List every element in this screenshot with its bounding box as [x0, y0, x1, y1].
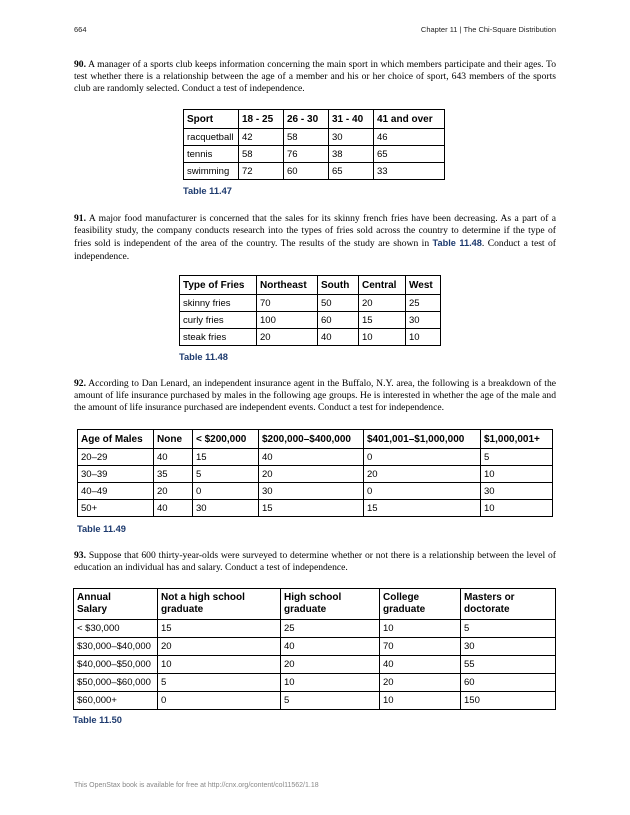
table-cell: 15: [364, 500, 481, 517]
table-reference-link[interactable]: Table 11.48: [432, 238, 482, 249]
column-header: Masters or doctorate: [461, 589, 556, 620]
column-header: College graduate: [380, 589, 461, 620]
table-cell: 58: [239, 146, 284, 163]
table-cell: racquetball: [184, 129, 239, 146]
table-cell: 15: [259, 500, 364, 517]
column-header: None: [154, 430, 193, 449]
table-cell: 25: [281, 620, 380, 638]
problem-text: Suppose that 600 thirty-year-olds were surveyed to determine whether or not there is a relationship between the level of education an individual has and salary. Conduct a test of independence.: [74, 550, 556, 574]
table-cell: 50+: [78, 500, 154, 517]
table-cell: 40: [281, 638, 380, 656]
table-cell: 0: [364, 483, 481, 500]
table-cell: 20: [359, 295, 406, 312]
table-cell: 10: [481, 466, 553, 483]
table-cell: skinny fries: [180, 295, 257, 312]
problem-text: A major food manufacturer is concerned that the sales for its skinny french fries have been decreasing. As a part of a feasibility study, the company conducts research into the types of fries sold across the country to determine if the type of fries sold is independent of the area of the country. The results of the study are shown in: [74, 213, 557, 250]
table-cell: 42: [239, 129, 284, 146]
table-cell: 20: [281, 656, 380, 674]
table-cell: 70: [380, 638, 461, 656]
problem-91: [74, 213, 556, 263]
table-cell: 60: [461, 674, 556, 692]
table-cell: 30: [259, 483, 364, 500]
table-cell: 10: [359, 329, 406, 346]
table-cell: 15: [158, 620, 281, 638]
table-cell: 10: [380, 692, 461, 710]
problem-text: A manager of a sports club keeps information concerning the main sport in which members participate and their ages. To test whether there is a relationship between the age of a member and his or her choice of sport, 643 members of the sports club are randomly selected. Conduct a test of independence.: [74, 59, 556, 95]
table-row: [180, 295, 441, 312]
table-cell: 40: [380, 656, 461, 674]
table-cell: 20: [257, 329, 318, 346]
table-cell: 30: [406, 312, 441, 329]
table-caption: Table 11.48: [179, 352, 228, 362]
table-row: [78, 466, 553, 483]
table-cell: 58: [284, 129, 329, 146]
column-header: Sport: [184, 110, 239, 129]
table-cell: 65: [329, 163, 374, 180]
table-cell: 30: [461, 638, 556, 656]
table-cell: 65: [374, 146, 445, 163]
table-row: [74, 620, 556, 638]
table-row: [74, 638, 556, 656]
page-number: 664: [74, 25, 87, 34]
table-cell: 0: [364, 449, 481, 466]
table-cell: swimming: [184, 163, 239, 180]
table-cell: 30: [193, 500, 259, 517]
problem-number: 91.: [74, 213, 86, 224]
table-caption: Table 11.49: [77, 524, 126, 534]
table-row: [184, 163, 445, 180]
table-cell: 55: [461, 656, 556, 674]
problem-number: 90.: [74, 59, 86, 70]
table-row: [184, 146, 445, 163]
table-cell: 25: [406, 295, 441, 312]
table-cell: 10: [481, 500, 553, 517]
table-cell: 5: [481, 449, 553, 466]
table-cell: 5: [281, 692, 380, 710]
table-cell: 38: [329, 146, 374, 163]
table-row: [180, 312, 441, 329]
table-cell: 5: [193, 466, 259, 483]
table-cell: 70: [257, 295, 318, 312]
table-cell: 40: [154, 449, 193, 466]
column-header: 26 - 30: [284, 110, 329, 129]
table-cell: 20–29: [78, 449, 154, 466]
column-header: Type of Fries: [180, 276, 257, 295]
chapter-header: Chapter 11 | The Chi-Square Distribution: [420, 25, 556, 34]
table-11-50: [73, 588, 556, 710]
table-cell: 5: [461, 620, 556, 638]
table-cell: 15: [193, 449, 259, 466]
table-cell: 5: [158, 674, 281, 692]
table-cell: steak fries: [180, 329, 257, 346]
column-header: $401,001–$1,000,000: [364, 430, 481, 449]
table-11-48: [179, 275, 441, 346]
table-cell: 33: [374, 163, 445, 180]
table-cell: 72: [239, 163, 284, 180]
table-cell: 10: [380, 620, 461, 638]
table-cell: $40,000–$50,000: [74, 656, 158, 674]
table-cell: 100: [257, 312, 318, 329]
problem-text: . Conduct a test of independence.: [74, 238, 556, 262]
column-header: Central: [359, 276, 406, 295]
table-cell: 0: [193, 483, 259, 500]
table-row: [74, 674, 556, 692]
footer-note: This OpenStax book is available for free at http://cnx.org/content/col11562/1.18: [74, 782, 319, 789]
table-caption: Table 11.47: [183, 186, 232, 196]
table-row: [78, 449, 553, 466]
column-header: < $200,000: [193, 430, 259, 449]
column-header: High school graduate: [281, 589, 380, 620]
table-cell: 40–49: [78, 483, 154, 500]
table-cell: 20: [364, 466, 481, 483]
table-cell: 20: [259, 466, 364, 483]
table-row: [74, 656, 556, 674]
table-cell: 46: [374, 129, 445, 146]
problem-number: 92.: [74, 378, 86, 389]
table-caption: Table 11.50: [73, 715, 122, 725]
table-cell: 10: [406, 329, 441, 346]
column-header: $1,000,001+: [481, 430, 553, 449]
problem-93: [74, 550, 556, 574]
table-cell: 10: [158, 656, 281, 674]
table-cell: < $30,000: [74, 620, 158, 638]
column-header: Not a high school graduate: [158, 589, 281, 620]
table-cell: 20: [380, 674, 461, 692]
table-cell: 30: [329, 129, 374, 146]
table-cell: 40: [259, 449, 364, 466]
column-header: $200,000–$400,000: [259, 430, 364, 449]
table-row: [78, 483, 553, 500]
table-cell: 40: [318, 329, 359, 346]
column-header: Age of Males: [78, 430, 154, 449]
table-cell: 40: [154, 500, 193, 517]
table-cell: 60: [284, 163, 329, 180]
column-header: 41 and over: [374, 110, 445, 129]
table-cell: tennis: [184, 146, 239, 163]
column-header: West: [406, 276, 441, 295]
problem-92: [74, 378, 556, 415]
table-cell: 0: [158, 692, 281, 710]
table-cell: 35: [154, 466, 193, 483]
table-cell: 60: [318, 312, 359, 329]
table-cell: 20: [158, 638, 281, 656]
table-cell: 50: [318, 295, 359, 312]
table-row: [180, 329, 441, 346]
column-header: Annual Salary: [74, 589, 158, 620]
problem-text: According to Dan Lenard, an independent insurance agent in the Buffalo, N.Y. area, the following is a breakdown of the amount of life insurance purchased by males in the following age groups. He is interested in whether the age of the male and the amount of life insurance purchased are independent events. Conduct a test for independence.: [74, 378, 556, 414]
table-cell: $50,000–$60,000: [74, 674, 158, 692]
table-cell: $60,000+: [74, 692, 158, 710]
table-cell: 76: [284, 146, 329, 163]
table-cell: 15: [359, 312, 406, 329]
table-11-49: [77, 429, 553, 517]
table-cell: curly fries: [180, 312, 257, 329]
problem-number: 93.: [74, 550, 86, 561]
table-cell: 20: [154, 483, 193, 500]
table-cell: 30: [481, 483, 553, 500]
table-cell: 10: [281, 674, 380, 692]
table-cell: $30,000–$40,000: [74, 638, 158, 656]
column-header: South: [318, 276, 359, 295]
table-row: [184, 129, 445, 146]
table-row: [74, 692, 556, 710]
column-header: Northeast: [257, 276, 318, 295]
table-11-47: [183, 109, 445, 180]
column-header: 31 - 40: [329, 110, 374, 129]
table-row: [78, 500, 553, 517]
problem-90: [74, 59, 556, 96]
table-cell: 30–39: [78, 466, 154, 483]
table-cell: 150: [461, 692, 556, 710]
column-header: 18 - 25: [239, 110, 284, 129]
